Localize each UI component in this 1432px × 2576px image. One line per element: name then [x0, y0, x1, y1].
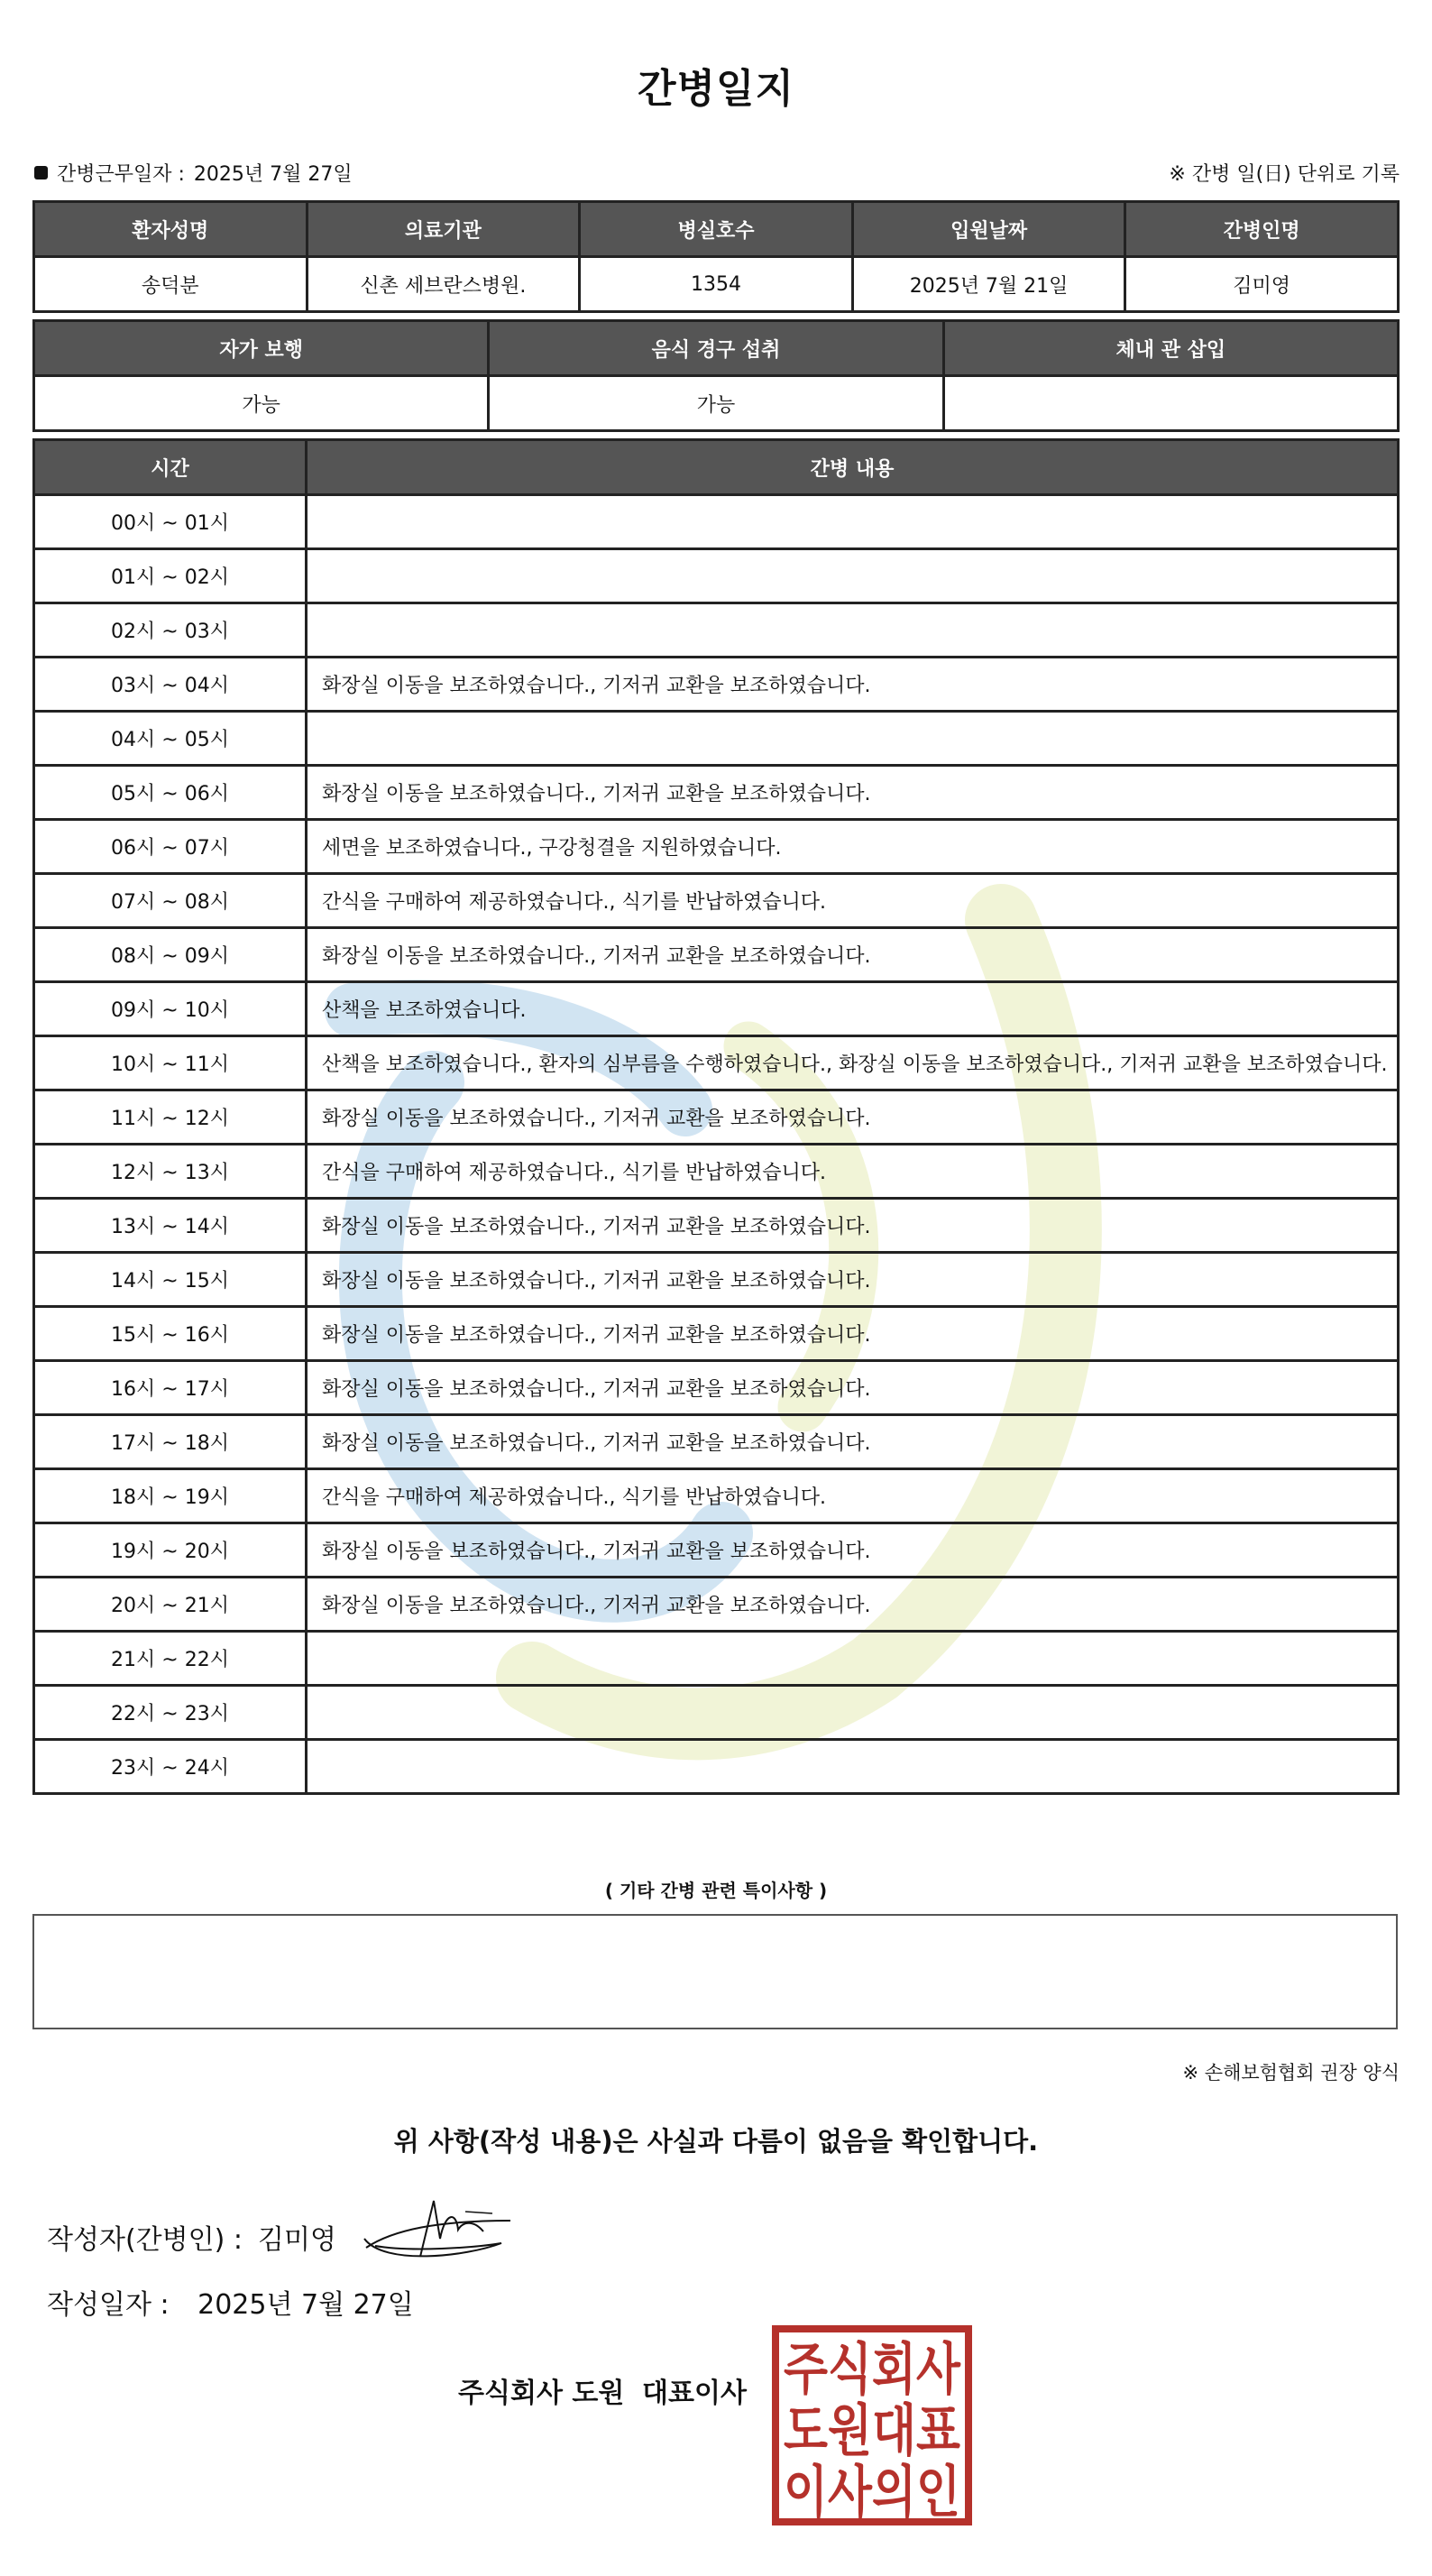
table-row: [34, 1686, 1399, 1740]
patient-name: 송덕분: [34, 257, 308, 312]
table-row: [34, 1253, 1399, 1307]
work-date-label: 간병근무일자 :: [57, 163, 185, 186]
company-seal-stamp: [772, 2325, 972, 2525]
oral-intake-status: 가능: [489, 376, 943, 431]
care-log-table: [32, 438, 1400, 1795]
write-date: 2025년 7월 27일: [197, 2289, 414, 2321]
table-row: [34, 1415, 1399, 1469]
header-care-content: 간병 내용: [307, 440, 1399, 495]
row-content: 화장실 이동을 보조하였습니다., 기저귀 교환을 보조하였습니다.: [307, 928, 1399, 982]
write-date-row: [47, 2282, 414, 2322]
table-row: [34, 1361, 1399, 1415]
row-time: 22시 ~ 23시: [34, 1686, 307, 1740]
table-row: [34, 1632, 1399, 1686]
tube-status: [943, 376, 1398, 431]
signature-image: [357, 2194, 525, 2266]
header-oral-intake: 음식 경구 섭취: [489, 321, 943, 376]
table-row: [34, 1740, 1399, 1794]
caregiver-name: 김미영: [1125, 257, 1399, 312]
table-row: [34, 712, 1399, 766]
row-time: 19시 ~ 20시: [34, 1523, 307, 1578]
row-content: 화장실 이동을 보조하였습니다., 기저귀 교환을 보조하였습니다.: [307, 1199, 1399, 1253]
table-row: [34, 1145, 1399, 1199]
row-time: 23시 ~ 24시: [34, 1740, 307, 1794]
row-time: 13시 ~ 14시: [34, 1199, 307, 1253]
row-content: [307, 1686, 1399, 1740]
remarks-box: [32, 1914, 1398, 2029]
row-content: 간식을 구매하여 제공하였습니다., 식기를 반납하였습니다.: [307, 1145, 1399, 1199]
row-content: 산책을 보조하였습니다.: [307, 982, 1399, 1036]
table-row: [34, 1469, 1399, 1523]
row-content: 간식을 구매하여 제공하였습니다., 식기를 반납하였습니다.: [307, 1469, 1399, 1523]
row-time: 00시 ~ 01시: [34, 495, 307, 549]
header-walking: 자가 보행: [34, 321, 489, 376]
row-content: 화장실 이동을 보조하였습니다., 기저귀 교환을 보조하였습니다.: [307, 1090, 1399, 1145]
table-row: [34, 658, 1399, 712]
unit-note: ※ 간병 일(日) 단위로 기록: [1169, 163, 1400, 186]
bullet-icon: [34, 166, 48, 179]
row-content: [307, 1740, 1399, 1794]
table-row: [34, 928, 1399, 982]
row-content: [307, 549, 1399, 603]
work-date: 2025년 7월 27일: [193, 163, 353, 186]
row-time: 17시 ~ 18시: [34, 1415, 307, 1469]
company-name: 주식회사 도원: [458, 2378, 625, 2409]
header-tube: 체내 관 삽입: [943, 321, 1398, 376]
table-row: [34, 1036, 1399, 1090]
row-time: 04시 ~ 05시: [34, 712, 307, 766]
row-content: [307, 712, 1399, 766]
header-room: 병실호수: [580, 202, 853, 257]
hospital: 신촌 세브란스병원.: [307, 257, 580, 312]
room-number: 1354: [580, 257, 853, 312]
row-content: 간식을 구매하여 제공하였습니다., 식기를 반납하였습니다.: [307, 874, 1399, 928]
svg-text:도원대표: 도원대표: [784, 2397, 961, 2463]
row-content: [307, 495, 1399, 549]
page-title: 간병일지: [637, 66, 794, 112]
row-time: 09시 ~ 10시: [34, 982, 307, 1036]
table-row: [34, 1307, 1399, 1361]
header-caregiver: 간병인명: [1125, 202, 1399, 257]
row-content: 화장실 이동을 보조하였습니다., 기저귀 교환을 보조하였습니다.: [307, 766, 1399, 820]
row-content: 세면을 보조하였습니다., 구강청결을 지원하였습니다.: [307, 820, 1399, 874]
header-patient-name: 환자성명: [34, 202, 308, 257]
row-time: 15시 ~ 16시: [34, 1307, 307, 1361]
writer-label: 작성자(간병인) :: [47, 2224, 243, 2256]
row-content: 화장실 이동을 보조하였습니다., 기저귀 교환을 보조하였습니다.: [307, 1361, 1399, 1415]
row-content: 화장실 이동을 보조하였습니다., 기저귀 교환을 보조하였습니다.: [307, 1253, 1399, 1307]
work-date-row: [34, 159, 353, 187]
row-time: 05시 ~ 06시: [34, 766, 307, 820]
row-time: 08시 ~ 09시: [34, 928, 307, 982]
row-time: 20시 ~ 21시: [34, 1578, 307, 1632]
header-admission-date: 입원날짜: [852, 202, 1125, 257]
write-date-label: 작성일자 :: [47, 2289, 170, 2321]
insurance-note: ※ 손해보험협회 권장 양식: [1182, 2062, 1400, 2084]
row-content: 산책을 보조하였습니다., 환자의 심부름을 수행하였습니다., 화장실 이동을 보조하였습니다., 기저귀 교환을 보조하였습니다.: [307, 1036, 1399, 1090]
table-row: [34, 495, 1399, 549]
patient-status-table: [32, 319, 1400, 432]
row-content: 화장실 이동을 보조하였습니다., 기저귀 교환을 보조하였습니다.: [307, 658, 1399, 712]
walking-status: 가능: [34, 376, 489, 431]
row-time: 03시 ~ 04시: [34, 658, 307, 712]
table-row: [34, 603, 1399, 658]
ceo-label: 대표이사: [642, 2378, 747, 2409]
row-content: [307, 1632, 1399, 1686]
table-row: [34, 1523, 1399, 1578]
row-content: 화장실 이동을 보조하였습니다., 기저귀 교환을 보조하였습니다.: [307, 1578, 1399, 1632]
row-time: 14시 ~ 15시: [34, 1253, 307, 1307]
svg-text:주식회사: 주식회사: [784, 2336, 961, 2402]
table-row: [34, 766, 1399, 820]
row-time: 11시 ~ 12시: [34, 1090, 307, 1145]
table-row: [34, 1090, 1399, 1145]
row-content: [307, 603, 1399, 658]
table-row: [34, 549, 1399, 603]
row-time: 06시 ~ 07시: [34, 820, 307, 874]
table-row: [34, 874, 1399, 928]
table-row: [34, 1199, 1399, 1253]
row-content: 화장실 이동을 보조하였습니다., 기저귀 교환을 보조하였습니다.: [307, 1523, 1399, 1578]
row-time: 18시 ~ 19시: [34, 1469, 307, 1523]
table-row: [34, 820, 1399, 874]
row-time: 10시 ~ 11시: [34, 1036, 307, 1090]
row-time: 16시 ~ 17시: [34, 1361, 307, 1415]
header-time: 시간: [34, 440, 307, 495]
confirm-text: 위 사항(작성 내용)은 사실과 다름이 없음을 확인합니다.: [393, 2126, 1039, 2157]
row-time: 02시 ~ 03시: [34, 603, 307, 658]
svg-text:이사의인: 이사의인: [784, 2459, 960, 2525]
row-time: 21시 ~ 22시: [34, 1632, 307, 1686]
remarks-title: ( 기타 간병 관련 특이사항 ): [604, 1880, 828, 1901]
header-hospital: 의료기관: [307, 202, 580, 257]
row-time: 12시 ~ 13시: [34, 1145, 307, 1199]
row-content: 화장실 이동을 보조하였습니다., 기저귀 교환을 보조하였습니다.: [307, 1415, 1399, 1469]
row-time: 01시 ~ 02시: [34, 549, 307, 603]
table-row: [34, 1578, 1399, 1632]
row-content: 화장실 이동을 보조하였습니다., 기저귀 교환을 보조하였습니다.: [307, 1307, 1399, 1361]
table-row: [34, 982, 1399, 1036]
patient-info-table: [32, 200, 1400, 313]
row-time: 07시 ~ 08시: [34, 874, 307, 928]
writer-name: 김미영: [258, 2224, 336, 2256]
admission-date: 2025년 7월 21일: [852, 257, 1125, 312]
